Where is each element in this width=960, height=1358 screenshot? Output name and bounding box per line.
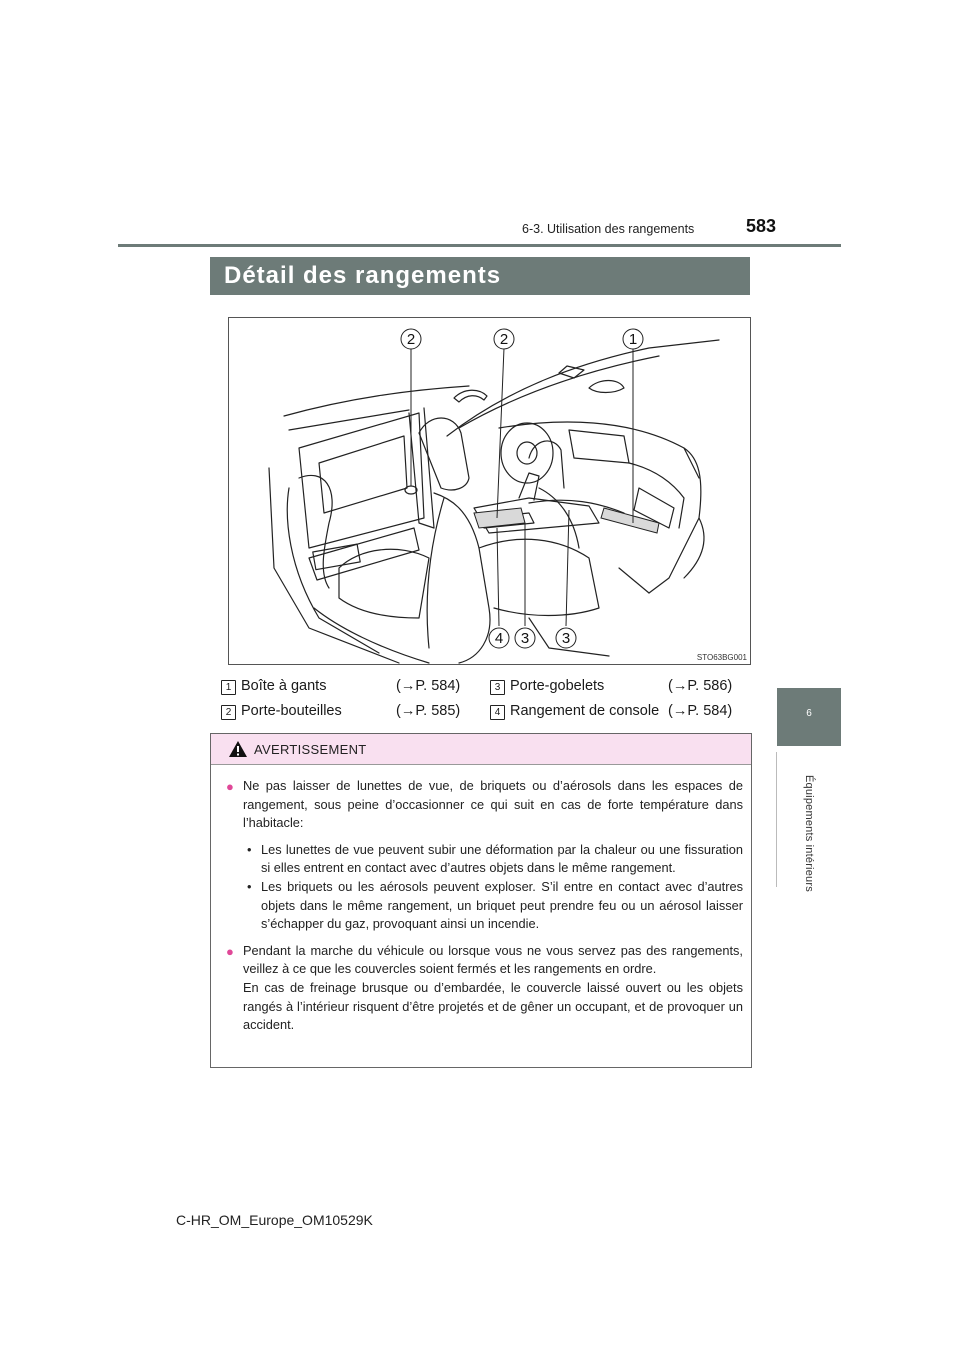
legend-label: Porte-bouteilles: [241, 703, 342, 719]
warning-body: [225, 777, 743, 1043]
bullet-icon: •: [247, 841, 252, 857]
callout-bottom-2: 3: [520, 630, 530, 647]
header-rule: [118, 244, 841, 247]
document-footer: C-HR_OM_Europe_OM10529K: [176, 1212, 373, 1228]
page-title: Détail des rangements: [224, 262, 502, 289]
warning-header: [211, 734, 751, 765]
car-interior-drawing: [229, 318, 750, 664]
title-bar: [210, 257, 750, 295]
bullet-icon: ●: [226, 779, 234, 794]
bullet-icon: •: [247, 878, 252, 894]
warning-item: [225, 777, 743, 934]
page-number: 583: [746, 216, 777, 236]
warning-subitem: [243, 841, 743, 878]
page-reference-link[interactable]: (→P. 584): [668, 703, 733, 719]
warning-subitem-text: Les lunettes de vue peuvent subir une déformation par la chaleur ou une fissuration si elles entrent en contact avec d’autres objets dans le même rangement.: [261, 841, 743, 876]
callout-top-2: 2: [499, 331, 509, 348]
warning-sublist: [243, 841, 743, 934]
legend-number: 4: [490, 705, 505, 720]
chapter-label: Équipements intérieurs: [803, 775, 815, 892]
warning-box: [210, 733, 752, 1068]
page-reference-link[interactable]: (→P. 585): [396, 703, 461, 719]
side-rule: [776, 752, 777, 887]
section-title: 6-3. Utilisation des rangements: [522, 222, 695, 236]
warning-heading: AVERTISSEMENT: [254, 742, 367, 757]
page-reference-link[interactable]: (→P. 586): [668, 678, 733, 694]
callout-top-3: 1: [628, 331, 638, 348]
legend-number: 1: [221, 680, 236, 695]
warning-text: Ne pas laisser de lunettes de vue, de briquets ou d’aérosols dans les espaces de rangement, sous peine d’occasionner ce qui suit en cas de forte température dans l’habitacle:: [243, 778, 743, 831]
chapter-tab[interactable]: [777, 688, 841, 746]
warning-subitem-text: Les briquets ou les aérosols peuvent exploser. S’il entre en contact avec d’autres objets dans le même rangement, un briquet peut prendre feu ou un aérosol laisser s’échapper du gaz, provoquant ainsi un incendie.: [261, 878, 743, 932]
callout-bottom-1: 4: [494, 630, 504, 647]
legend-label: Porte-gobelets: [510, 678, 605, 694]
callout-bottom-3: 3: [561, 630, 571, 647]
legend-label: Rangement de console: [510, 703, 660, 719]
warning-icon: [228, 740, 248, 758]
chapter-number: 6: [806, 708, 812, 719]
page-reference-link[interactable]: (→P. 584): [396, 678, 461, 694]
warning-item: [225, 942, 743, 1035]
legend-label: Boîte à gants: [241, 678, 327, 694]
figure-code: STO63BG001: [696, 653, 747, 662]
callout-top-1: 2: [406, 331, 416, 348]
warning-text: Pendant la marche du véhicule ou lorsque vous ne vous servez pas des rangements, veillez à ce que les couvercles soient fermés et les rangements en ordre.: [243, 942, 743, 977]
bullet-icon: ●: [226, 943, 234, 959]
legend-number: 3: [490, 680, 505, 695]
interior-illustration: [228, 317, 751, 665]
warning-subitem: [243, 878, 743, 934]
warning-text-continued: En cas de freinage brusque ou d’embardée, le couvercle laissé ouvert ou les objets rangés à l’intérieur risquent d’être projetés et de gêner un occupant, et de provoquer un accident.: [243, 979, 743, 1033]
legend-number: 2: [221, 705, 236, 720]
